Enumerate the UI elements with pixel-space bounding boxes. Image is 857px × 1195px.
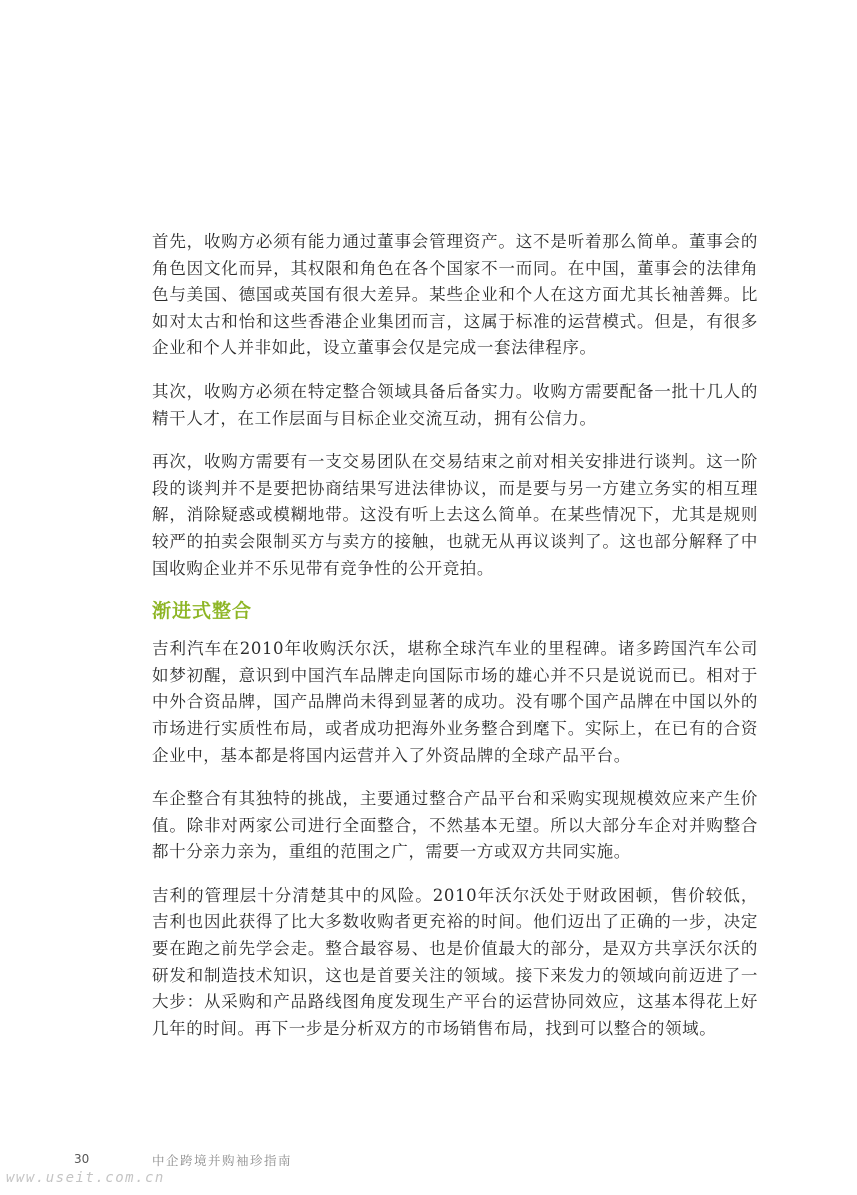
body-paragraph: 吉利的管理层十分清楚其中的风险。2010年沃尔沃处于财政困顿，售价较低，吉利也因此获得了比大多数收购者更充裕的时间。他们迈出了正确的一步，决定要在跑之前先学会走。整合最容易、也是价值最大的部分，是双方共享沃尔沃的研发和制造技术知识，这也是首要关注的领域。接下来发力的领域向前迈进了一大步：从采购和产品路线图角度发现生产平台的运营协同效应，这基本得花上好几年的时间。再下一步是分析双方的市场销售布局，找到可以整合的领域。 xyxy=(152,885,758,1038)
body-paragraph: 吉利汽车在2010年收购沃尔沃，堪称全球汽车业的里程碑。诸多跨国汽车公司如梦初醒，意识到中国汽车品牌走向国际市场的雄心并不只是说说而已。相对于中外合资品牌，国产品牌尚未得到显著的成功。没有哪个国产品牌在中国以外的市场进行实质性布局，或者成功把海外业务整合到麾下。实际上，在已有的合资企业中，基本都是将国内运营并入了外资品牌的全球产品平台。 xyxy=(152,639,758,765)
section-heading: 渐进式整合 xyxy=(152,600,253,623)
body-paragraph: 首先，收购方必须有能力通过董事会管理资产。这不是听着那么简单。董事会的角色因文化而异，其权限和角色在各个国家不一而同。在中国，董事会的法律角色与美国、德国或英国有很大差异。某些企业和个人在这方面尤其长袖善舞。比如对太古和怡和这些香港企业集团而言，这属于标准的运营模式。但是，有很多企业和个人并非如此，设立董事会仅是完成一套法律程序。 xyxy=(152,232,758,358)
page-footer xyxy=(0,1148,857,1195)
main-content xyxy=(152,229,758,1042)
body-paragraph: 其次，收购方必须在特定整合领域具备后备实力。收购方需要配备一批十几人的精干人才，在工作层面与目标企业交流互动，拥有公信力。 xyxy=(152,381,758,428)
body-paragraph: 再次，收购方需要有一支交易团队在交易结束之前对相关安排进行谈判。这一阶段的谈判并不是要把协商结果写进法律协议，而是要与另一方建立务实的相互理解，消除疑惑或模糊地带。这没有听上去这么简单。在某些情况下，尤其是规则较严的拍卖会限制买方与卖方的接触，也就无从再议谈判了。这也部分解释了中国收购企业并不乐见带有竞争性的公开竞拍。 xyxy=(152,452,758,578)
page-number: 30 xyxy=(74,1152,90,1166)
publication-title: 中企跨境并购袖珍指南 xyxy=(152,1153,293,1168)
body-paragraph: 车企整合有其独特的挑战，主要通过整合产品平台和采购实现规模效应来产生价值。除非对两家公司进行全面整合，不然基本无望。所以大部分车企对并购整合都十分亲力亲为，重组的范围之广，需要一方或双方共同实施。 xyxy=(152,789,758,862)
watermark: www.useit.com.cn xyxy=(6,1170,165,1186)
